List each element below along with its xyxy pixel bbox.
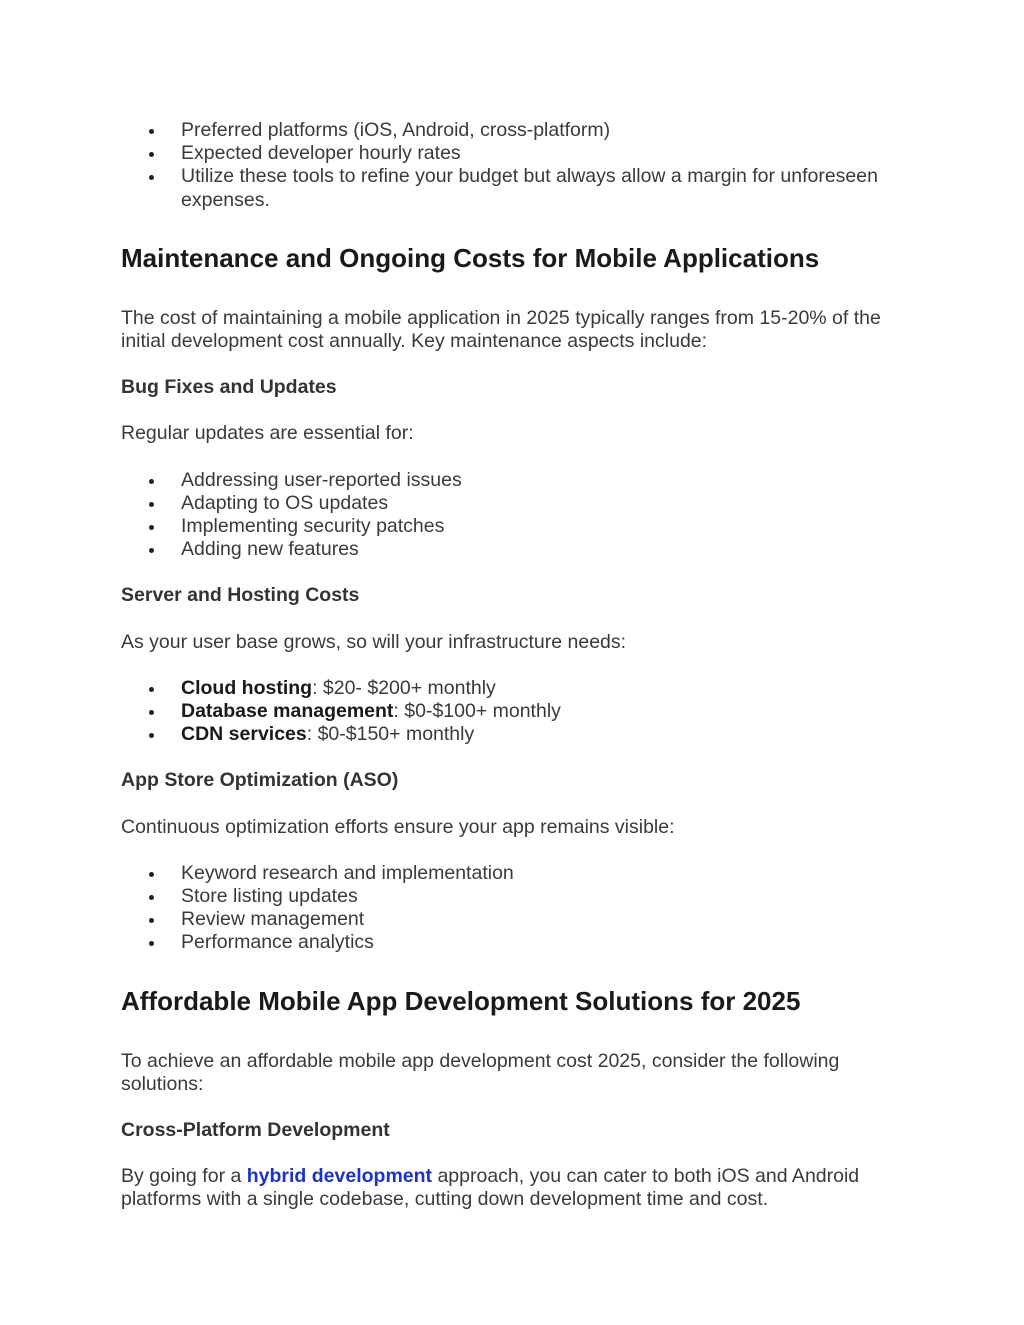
bullet-icon — [149, 548, 154, 553]
bullet-icon — [149, 710, 154, 715]
list-item — [121, 723, 921, 746]
cost-term: CDN services — [181, 723, 307, 746]
bullet-icon — [149, 895, 154, 900]
subheading-server-hosting: Server and Hosting Costs — [121, 584, 360, 607]
document-page — [121, 119, 921, 1212]
subheading-cross-platform: Cross-Platform Development — [121, 1119, 390, 1142]
cost-detail: : $0-$150+ monthly — [306, 723, 475, 746]
aso-intro: Continuous optimization efforts ensure your app remains visible: — [121, 815, 675, 838]
cost-term: Cloud hosting — [181, 676, 313, 699]
bullet-icon — [149, 175, 154, 180]
subheading-bug-fixes: Bug Fixes and Updates — [121, 376, 337, 399]
bullet-icon — [149, 941, 154, 946]
list-item: Preferred platforms (iOS, Android, cross-platform) — [121, 119, 921, 142]
bullet-icon — [149, 872, 154, 877]
top-bullet-list — [121, 119, 921, 212]
aso-list — [121, 862, 921, 955]
bullet-icon — [149, 733, 154, 738]
cost-detail: : $20- $200+ monthly — [312, 676, 496, 699]
hybrid-development-link[interactable]: hybrid development — [246, 1165, 433, 1188]
list-item: Store listing updates — [121, 885, 921, 908]
list-item: Review management — [121, 908, 921, 931]
list-item — [121, 677, 921, 700]
server-hosting-intro: As your user base grows, so will your infrastructure needs: — [121, 630, 627, 653]
server-hosting-list — [121, 677, 921, 747]
subheading-aso: App Store Optimization (ASO) — [121, 769, 399, 792]
bullet-icon — [149, 687, 154, 692]
bullet-icon — [149, 129, 154, 134]
cross-platform-paragraph: By going for a hybrid development approach, you can cater to both iOS and Android platforms with a single codebase, cutting down development time and cost. — [121, 1165, 860, 1211]
bullet-icon — [149, 479, 154, 484]
bug-fixes-intro: Regular updates are essential for: — [121, 422, 414, 445]
section-heading-maintenance: Maintenance and Ongoing Costs for Mobile Applications — [121, 242, 820, 273]
list-item — [121, 700, 921, 723]
bullet-icon — [149, 152, 154, 157]
bullet-icon — [149, 918, 154, 923]
affordable-intro: To achieve an affordable mobile app development cost 2025, consider the following solutions: — [121, 1049, 840, 1095]
list-item: Performance analytics — [121, 931, 921, 954]
list-item: Utilize these tools to refine your budget but always allow a margin for unforeseen expenses. — [121, 165, 921, 211]
cost-detail: : $0-$100+ monthly — [393, 700, 561, 723]
list-item: Implementing security patches — [121, 515, 921, 538]
maintenance-intro: The cost of maintaining a mobile application in 2025 typically ranges from 15-20% of the initial development cost annually. Key maintenance aspects include: — [121, 306, 881, 353]
list-item: Adding new features — [121, 538, 921, 561]
bullet-icon — [149, 525, 154, 530]
list-item: Adapting to OS updates — [121, 492, 921, 515]
bug-fixes-list — [121, 469, 921, 562]
list-item: Keyword research and implementation — [121, 862, 921, 885]
list-item: Addressing user-reported issues — [121, 469, 921, 492]
cost-term: Database management — [181, 700, 394, 723]
bullet-icon — [149, 502, 154, 507]
section-heading-affordable: Affordable Mobile App Development Solutions for 2025 — [121, 985, 801, 1016]
list-item: Expected developer hourly rates — [121, 142, 921, 165]
